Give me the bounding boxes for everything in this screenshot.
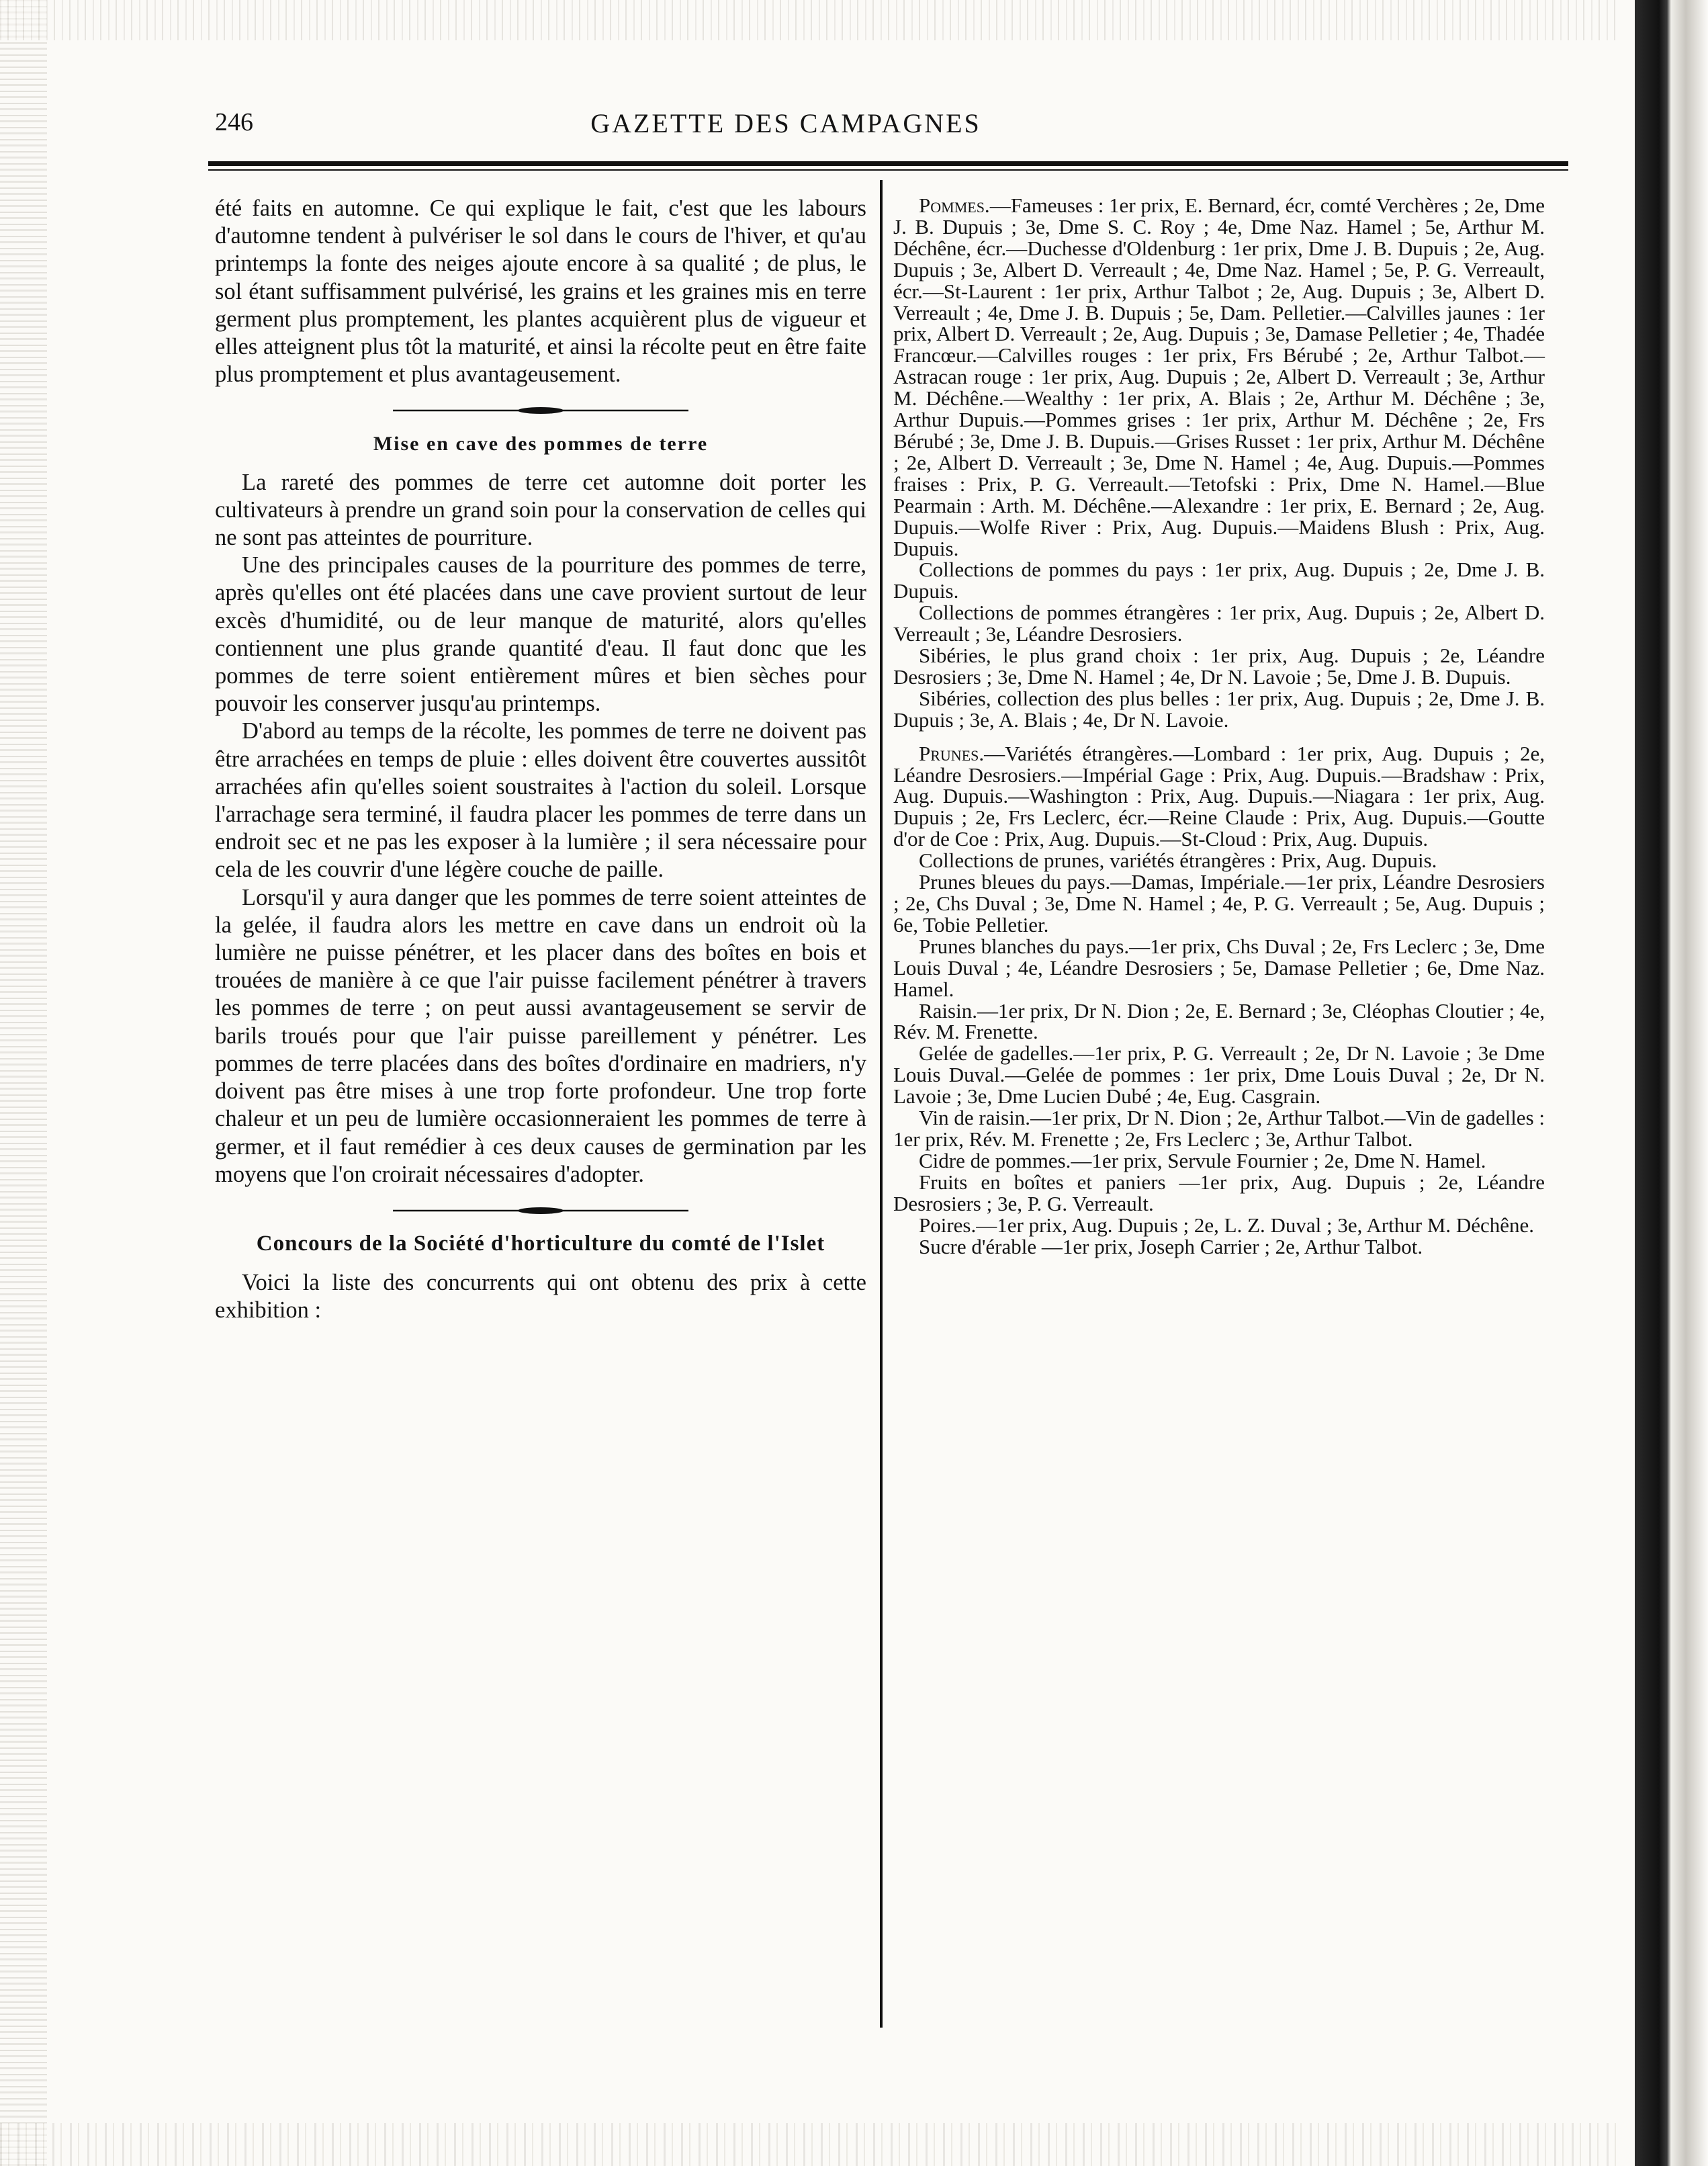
prize-list-pommes: [893, 195, 1545, 559]
prize-entry: Raisin.—1er prix, Dr N. Dion ; 2e, E. Bernard ; 3e, Cléophas Cloutier ; 4e, Rév. M. Frenette.: [893, 998, 1545, 1044]
scan-edge-top: [0, 0, 1708, 40]
prize-entry: Gelée de gadelles.—1er prix, P. G. Verreault ; 2e, Dr N. Lavoie ; 3e Dme Louis Duval.—Gelée de pommes : 1er prix, Dme Louis Duval ; 2e, Dr N. Lavoie ; 3e, Dme Lucien Dubé ; 4e, Eug. Casgrain.: [893, 1041, 1545, 1109]
prize-entry: Collections de pommes étrangères : 1er prix, Aug. Dupuis ; 2e, Albert D. Verreault ; 3e, Léandre Desrosiers.: [893, 601, 1545, 646]
paragraph: Une des principales causes de la pourriture des pommes de terre, après qu'elles ont été placées dans une cave provient surtout de leur excès d'humidité, ou de leur manque de maturité, alors qu'elles contiennent une plus grande quantité d'eau. Il faut donc que les pommes de terre soient entièrement mûres et bien sèches pour pouvoir les conserver jusqu'au printemps.: [215, 552, 866, 717]
prize-entry: Cidre de pommes.—1er prix, Servule Fournier ; 2e, Dme N. Hamel.: [919, 1148, 1486, 1172]
ornament-divider: [393, 1202, 688, 1219]
ornament-divider: [393, 402, 688, 419]
paragraph: Voici la liste des concurrents qui ont obtenu des prix à cette exhibition :: [215, 1269, 866, 1324]
scan-edge-bottom: [0, 2123, 1708, 2166]
paragraph: La rareté des pommes de terre cet automne doit porter les cultivateurs à prendre un grand soin pour la conservation de celles qui ne sont pas atteintes de pourriture.: [215, 469, 866, 551]
scan-edge-right: [1619, 0, 1708, 2166]
prize-entry: Sibéries, le plus grand choix : 1er prix, Aug. Dupuis ; 2e, Léandre Desrosiers ; 3e, Dme N. Hamel ; 4e, Dr N. Lavoie ; 5e, Dme J. B. Dupuis.: [893, 644, 1545, 689]
category-label: Pommes.: [919, 193, 990, 217]
scan-edge-left: [0, 0, 47, 2166]
category-label: Prunes.: [919, 741, 985, 765]
prize-entry: Poires.—1er prix, Aug. Dupuis ; 2e, L. Z. Duval ; 3e, Arthur M. Déchêne.: [919, 1213, 1535, 1237]
left-column: [215, 195, 866, 1324]
header-rule: [208, 161, 1568, 166]
page-number: 246: [215, 108, 253, 136]
right-column: [893, 195, 1545, 1257]
prize-text: —Fameuses : 1er prix, E. Bernard, écr, comté Verchères ; 2e, Dme J. B. Dupuis ; 3e, Dme S. C. Roy ; 4e, Dme Naz. Hamel ; 5e, Arthur M. Déchêne, écr.—Duchesse d'Oldenburg : 1er prix, Dme J. B. Dupuis ; 2e, Aug. Dupuis ; 3e, Albert D. Verreault ; 4e, Dme Naz. Hamel ; 5e, P. G. Verreault, écr.—St-Laurent : 1er prix, Arthur Talbot ; 2e, Aug. Dupuis ; 3e, Albert D. Verreault ; 4e, Dme J. B. Dupuis ; 5e, Dam. Pelletier.—Calvilles jaunes : 1er prix, Albert D. Verreault ; 2e, Aug. Dupuis ; 3e, Damase Pelletier ; 4e, Thadée Francœur.—Calvilles rouges : 1er prix, Frs Bérubé ; 2e, Arthur Talbot.—Astracan rouge : 1er prix, Aug. Dupuis ; 2e, Albert D. Verreault ; 3e, Arthur M. Déchêne.—Wealthy : 1er prix, A. Blais ; 2e, Arthur M. Déchêne ; 3e, Arthur Dupuis.—Pommes grises : 1er prix, Arthur M. Déchêne ; 2e, Frs Bérubé ; 3e, Dme J. B. Dupuis.—Grises Russet : 1er prix, Arthur M. Déchêne ; 2e, Albert D. Verreault ; 3e, Dme N. Hamel ; 4e, Aug. Dupuis.—Pommes fraises : Prix, P. G. Verreault.—Tetofski : Prix, Dme N. Hamel.—Blue Pearmain : Arth. M. Déchêne.—Alexandre : 1er prix, E. Bernard ; 2e, Aug. Dupuis.—Wolfe River : Prix, Aug. Dupuis.—Maidens Blush : Prix, Aug. Dupuis.: [893, 193, 1545, 560]
prize-text: —Variétés étrangères.—Lombard : 1er prix, Aug. Dupuis ; 2e, Léandre Desrosiers.—Impérial Gage : Prix, Aug. Dupuis.—Bradshaw : Prix, Aug. Dupuis.—Washington : Prix, Aug. Dupuis.—Niagara : 1er prix, Aug. Dupuis ; 2e, Frs Leclerc, écr.—Reine Claude : Prix, Aug. Dupuis.—Goutte d'or de Coe : Prix, Aug. Dupuis.—St-Cloud : Prix, Aug. Dupuis.: [893, 741, 1545, 851]
prize-entry: Sibéries, collection des plus belles : 1er prix, Aug. Dupuis ; 2e, Dme J. B. Dupuis ; 3e, A. Blais ; 4e, Dr N. Lavoie.: [893, 686, 1545, 732]
running-header: [215, 107, 1357, 148]
prize-list-prunes: [893, 743, 1545, 851]
section-heading: Mise en cave des pommes de terre: [373, 433, 709, 456]
prize-entry: Collections de prunes, variétés étrangères : Prix, Aug. Dupuis.: [919, 849, 1437, 873]
prize-entry: Prunes blanches du pays.—1er prix, Chs Duval ; 2e, Frs Leclerc ; 3e, Dme Louis Duval ; 4e, Léandre Desrosiers ; 5e, Damase Pelletier ; 6e, Dme Naz. Hamel.: [893, 934, 1545, 1001]
prize-entry: Collections de pommes du pays : 1er prix, Aug. Dupuis ; 2e, Dme J. B. Dupuis.: [893, 558, 1545, 603]
prize-entry: Fruits en boîtes et paniers —1er prix, Aug. Dupuis ; 2e, Léandre Desrosiers ; 3e, P. G. Verreault.: [893, 1170, 1545, 1215]
publication-title: GAZETTE DES CAMPAGNES: [590, 108, 981, 138]
column-divider: [880, 180, 883, 2028]
prize-entry: Sucre d'érable —1er prix, Joseph Carrier ; 2e, Arthur Talbot.: [919, 1234, 1423, 1258]
section-heading: Concours de la Société d'horticulture du comté de l'Islet: [256, 1231, 825, 1256]
paragraph: été faits en automne. Ce qui explique le fait, c'est que les labours d'automne tendent à pulvériser le sol dans le cours de l'hiver, et qu'au printemps la fonte des neiges ajoute encore à sa qualité ; de plus, le sol étant suffisamment pulvérisé, les grains et les graines mis en terre germent plus promptement, les plantes acquièrent plus de vigueur et elles atteignent plus tôt la maturité, et ainsi la récolte peut en être faite plus promptement et plus avantageusement.: [215, 196, 866, 388]
paragraph: D'abord au temps de la récolte, les pommes de terre ne doivent pas être arrachées en temps de pluie : elles doivent être couvertes aussitôt arrachées afin qu'elles soient soustraites à l'action du soleil. Lorsque l'arrachage sera terminé, il faudra placer les pommes de terre dans un endroit sec et ne pas les exposer à la lumière ; il sera nécessaire pour cela de les couvrir d'une légère couche de paille.: [215, 718, 866, 883]
prize-entry: Prunes bleues du pays.—Damas, Impériale.—1er prix, Léandre Desrosiers ; 2e, Chs Duval ; 3e, Dme N. Hamel ; 4e, P. G. Verreault ; 5e, Aug. Dupuis ; 6e, Tobie Pelletier.: [893, 870, 1545, 937]
paragraph: Lorsqu'il y aura danger que les pommes de terre soient atteintes de la gelée, il faudra alors les mettre en cave dans un endroit où la lumière ne puisse pénétrer, et les placer dans des boîtes en bois et trouées de manière à ce que l'air puisse facilement pénétrer à travers les pommes de terre ; on peut aussi avantageusement se servir de barils troués pour que l'air puisse pareillement y pénétrer. Les pommes de terre placées dans des boîtes d'ordinaire en madriers, n'y doivent pas être mises à une trop forte profondeur. Une trop forte chaleur et un peu de lumière occasionneraient les pommes de terre à germer, et il faut remédier à ces deux causes de germination par les moyens que l'on croirait nécessaires d'adopter.: [215, 884, 866, 1187]
prize-entry: Vin de raisin.—1er prix, Dr N. Dion ; 2e, Arthur Talbot.—Vin de gadelles : 1er prix, Rév. M. Frenette ; 2e, Frs Leclerc ; 3e, Arthur Talbot.: [893, 1106, 1545, 1151]
header-rule-thin: [208, 169, 1568, 171]
